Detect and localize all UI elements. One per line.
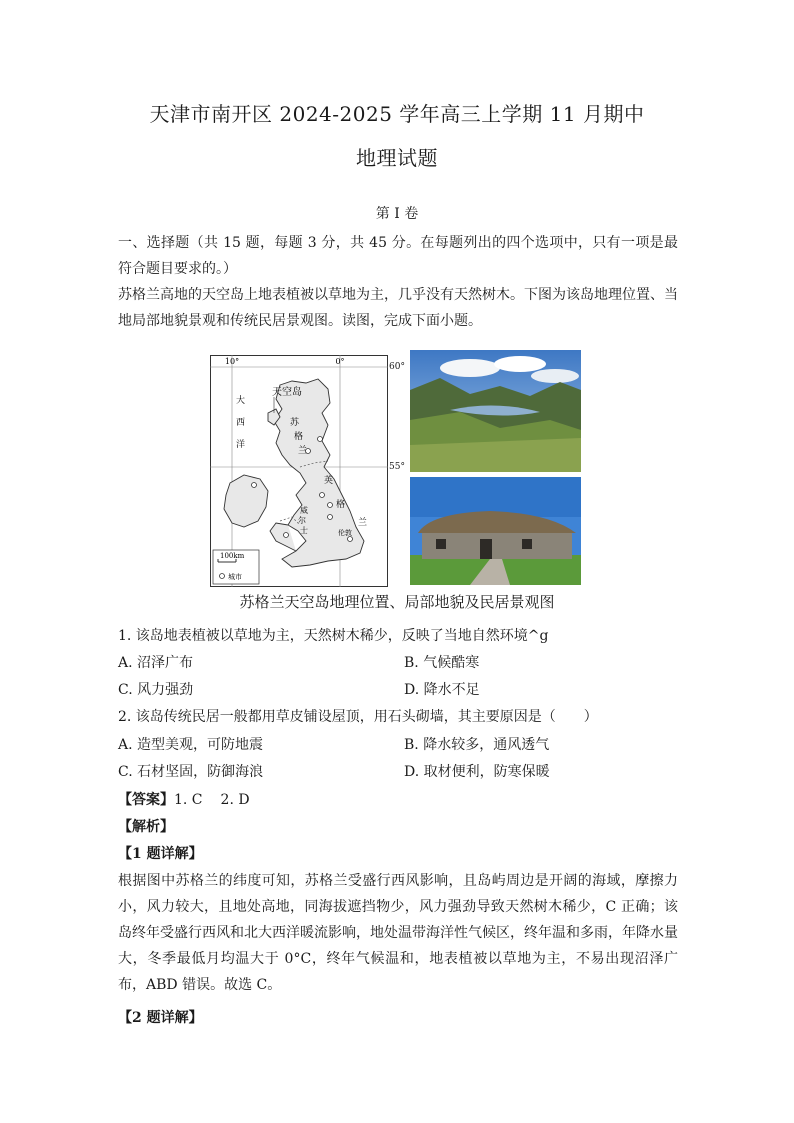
ocean-char-1: 大 — [236, 396, 246, 406]
q2-stem: 2. 该岛传统民居一般都用草皮铺设屋顶，用石头砌墙，其主要原因是（ ） — [118, 709, 598, 725]
house-photo — [410, 477, 581, 585]
wales-char-2: 尔 — [298, 516, 306, 525]
q1-analysis-text: 根据图中苏格兰的纬度可知，苏格兰受盛行西风影响，且岛屿周边是开阔的海域，摩擦力小，风力较大，且地处高地，同海拔遮挡物少，风力强劲导致天然树木稀少，C 正确；该岛终年受盛行西风和北大西洋暖流影响，地处温带海洋性气候区，终年温和多雨，年降水量大，冬季最低月均温大于 0°C，终年气候温和，地表植被以草地为主，不易出现沼泽广布，ABD 错误。故选 C。 — [118, 873, 678, 993]
england-char-2: 格 — [336, 500, 346, 510]
lon0-label: 0° — [335, 357, 345, 366]
england-char-3: 兰 — [358, 518, 368, 528]
scotland-char-3: 兰 — [298, 446, 308, 456]
figure-caption: 苏格兰天空岛地理位置、局部地貌及民居景观图 — [239, 593, 555, 611]
lat55-label: 55° — [389, 462, 405, 472]
q1-option-d: D. 降水不足 — [404, 682, 480, 698]
island-label: 天空岛 — [272, 387, 302, 398]
analysis-label: 【解析】 — [118, 819, 174, 835]
answer-line — [118, 790, 268, 810]
wales-char-3: 士 — [300, 526, 308, 535]
location-map — [210, 355, 388, 587]
answer-label: 【答案】 — [118, 792, 174, 808]
lon10-label: 10° — [224, 357, 240, 366]
england-char-1: 英 — [324, 476, 334, 486]
q1-option-b: B. 气候酷寒 — [404, 655, 480, 671]
q2-option-b: B. 降水较多，通风透气 — [404, 737, 550, 753]
section-intro: 苏格兰高地的天空岛上地表植被以草地为主，几乎没有天然树木。下图为该岛地理位置、当地局部地貌景观和传统民居景观图。读图，完成下面小题。 — [118, 287, 678, 329]
landscape-photo — [410, 350, 581, 472]
scotland-char-1: 苏 — [290, 418, 300, 428]
london-label: 伦敦 — [338, 529, 352, 537]
q1-option-c: C. 风力强劲 — [118, 682, 194, 698]
scale-label: 100km — [220, 552, 245, 560]
section-heading: 一、选择题（共 15 题，每题 3 分，共 45 分。在每题列出的四个选项中，只有一项是最符合题目要求的。） — [118, 235, 678, 277]
exam-title: 天津市南开区 2024-2025 学年高三上学期 11 月期中 — [149, 102, 645, 126]
exam-subject: 地理试题 — [356, 146, 438, 170]
volume-label: 第 I 卷 — [375, 206, 419, 222]
answer-1: 1. C — [174, 792, 203, 808]
q2-analysis-label: 【2 题详解】 — [118, 1010, 203, 1026]
answer-2: 2. D — [220, 792, 250, 808]
q1-analysis-label: 【1 题详解】 — [118, 846, 203, 862]
q1-stem: 1. 该岛地表植被以草地为主，天然树木稀少，反映了当地自然环境^g — [118, 628, 549, 644]
scotland-char-2: 格 — [294, 432, 304, 442]
wales-char-1: 威 — [300, 506, 308, 515]
ocean-char-2: 西 — [236, 418, 246, 428]
q2-option-d: D. 取材便利，防寒保暖 — [404, 764, 550, 780]
q1-option-a: A. 沼泽广布 — [118, 655, 194, 671]
q2-option-a: A. 造型美观，可防地震 — [118, 737, 264, 753]
ocean-char-3: 洋 — [236, 440, 246, 450]
lat60-label: 60° — [389, 362, 405, 372]
city-legend-label: 城市 — [228, 573, 242, 581]
q2-option-c: C. 石材坚固，防御海浪 — [118, 764, 264, 780]
